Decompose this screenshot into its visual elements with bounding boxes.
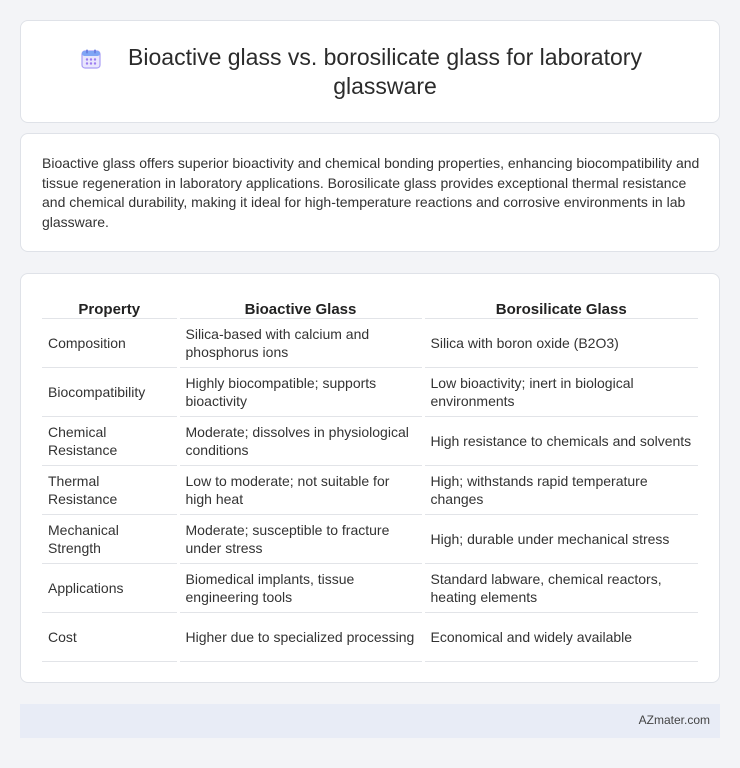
cell-borosilicate: Low bioactivity; inert in biological environments: [423, 367, 698, 416]
cell-property: Cost: [42, 612, 178, 661]
cell-bioactive: Moderate; susceptible to fracture under stress: [178, 514, 423, 563]
table-row: [42, 367, 698, 416]
cell-borosilicate: Economical and widely available: [423, 612, 698, 661]
cell-borosilicate: High; withstands rapid temperature changes: [423, 465, 698, 514]
cell-bioactive: Highly biocompatible; supports bioactivity: [178, 367, 423, 416]
table-row: [42, 318, 698, 367]
header-bioactive-glass: Bioactive Glass: [178, 295, 423, 318]
cell-bioactive: Low to moderate; not suitable for high heat: [178, 465, 423, 514]
footer-bar: [20, 704, 720, 738]
cell-property: Biocompatibility: [42, 367, 178, 416]
cell-bioactive: Moderate; dissolves in physiological conditions: [178, 416, 423, 465]
cell-property: Thermal Resistance: [42, 465, 178, 514]
table-row: [42, 612, 698, 661]
comparison-table: [42, 295, 698, 662]
cell-property: Composition: [42, 318, 178, 367]
header-borosilicate-glass: Borosilicate Glass: [423, 295, 698, 318]
cell-property: Chemical Resistance: [42, 416, 178, 465]
table-header-row: [42, 295, 698, 318]
summary-text: Bioactive glass offers superior bioactivity and chemical bonding properties, enhancing biocompatibility and tissue regeneration in laboratory applications. Borosilicate glass provides exceptional thermal resistance and chemical durability, making it ideal for high-temperature reactions and corrosive environments in lab glassware.: [42, 155, 700, 230]
comparison-table-card: [20, 273, 720, 683]
table-row: [42, 465, 698, 514]
cell-bioactive: Biomedical implants, tissue engineering tools: [178, 563, 423, 612]
title-card: [20, 20, 720, 123]
cell-borosilicate: Standard labware, chemical reactors, heating elements: [423, 563, 698, 612]
cell-bioactive: Silica-based with calcium and phosphorus ions: [178, 318, 423, 367]
cell-borosilicate: High; durable under mechanical stress: [423, 514, 698, 563]
header-property: Property: [42, 295, 178, 318]
summary-card: [20, 133, 720, 252]
footer-brand: AZmater.com: [638, 713, 710, 727]
cell-property: Mechanical Strength: [42, 514, 178, 563]
cell-borosilicate: High resistance to chemicals and solvents: [423, 416, 698, 465]
cell-property: Applications: [42, 563, 178, 612]
page-title: Bioactive glass vs. borosilicate glass for laboratory glassware: [128, 43, 642, 99]
cell-borosilicate: Silica with boron oxide (B2O3): [423, 318, 698, 367]
table-row: [42, 416, 698, 465]
table-row: [42, 514, 698, 563]
table-row: [42, 563, 698, 612]
cell-bioactive: Higher due to specialized processing: [178, 612, 423, 661]
